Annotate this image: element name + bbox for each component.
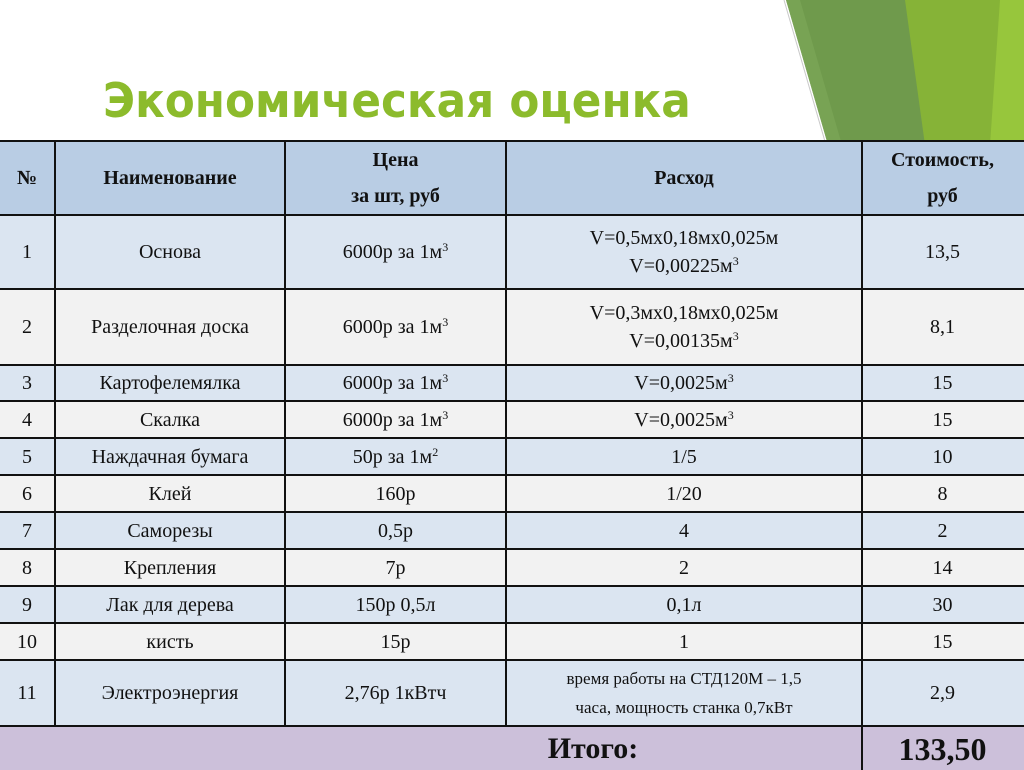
- cell-name: Разделочная доска: [55, 289, 285, 365]
- price-exponent: 3: [442, 407, 449, 422]
- price-exponent: 2: [432, 444, 439, 459]
- price-text: 6000р за 1м: [342, 372, 443, 394]
- table-row: [0, 215, 1024, 289]
- cell-num: 11: [0, 660, 55, 726]
- cell-usage: 4: [506, 512, 862, 549]
- cell-usage: 1/5: [506, 438, 862, 475]
- cell-usage: 1: [506, 623, 862, 660]
- table-row: [0, 586, 1024, 623]
- cell-cost: 13,5: [862, 215, 1024, 289]
- header-name: Наименование: [55, 141, 285, 215]
- cell-name: кисть: [55, 623, 285, 660]
- cell-name: Саморезы: [55, 512, 285, 549]
- total-value: 133,50: [862, 726, 1024, 770]
- usage-exponent: 3: [732, 329, 739, 343]
- table-row: [0, 549, 1024, 586]
- cell-cost: 2: [862, 512, 1024, 549]
- cell-num: 5: [0, 438, 55, 475]
- cell-num: 10: [0, 623, 55, 660]
- usage-text: V=0,0025м: [634, 408, 728, 431]
- cell-num: 4: [0, 401, 55, 438]
- table-row: [0, 365, 1024, 401]
- usage-line1: время работы на СТД120М – 1,5: [566, 669, 802, 688]
- cell-price: [285, 401, 506, 438]
- table-row: [0, 438, 1024, 475]
- price-text: 50р за 1м: [352, 445, 433, 468]
- price-exponent: 3: [442, 371, 449, 385]
- cell-price: [285, 365, 506, 401]
- usage-line1: V=0,3мх0,18мх0,025м: [589, 302, 779, 324]
- cell-cost: 2,9: [862, 660, 1024, 726]
- cell-usage: [506, 401, 862, 438]
- usage-exponent: 3: [732, 254, 739, 268]
- cell-num: 8: [0, 549, 55, 586]
- cell-name: Скалка: [55, 401, 285, 438]
- cell-name: Лак для дерева: [55, 586, 285, 623]
- cost-table: [0, 140, 1024, 770]
- price-exponent: 3: [442, 240, 449, 254]
- cell-price: 15р: [285, 623, 506, 660]
- cell-num: 7: [0, 512, 55, 549]
- cell-usage: [506, 289, 862, 365]
- cell-usage: 1/20: [506, 475, 862, 512]
- header-cost: [862, 141, 1024, 215]
- cell-num: 3: [0, 365, 55, 401]
- header-row: [0, 141, 1024, 215]
- cell-cost: 8: [862, 475, 1024, 512]
- table-row: [0, 401, 1024, 438]
- cell-num: 1: [0, 215, 55, 289]
- cell-usage: [506, 215, 862, 289]
- cell-cost: 14: [862, 549, 1024, 586]
- cell-num: 9: [0, 586, 55, 623]
- cell-cost: 10: [862, 438, 1024, 475]
- cell-name: Клей: [55, 475, 285, 512]
- cell-price: [285, 289, 506, 365]
- price-exponent: 3: [442, 315, 449, 329]
- cell-name: Наждачная бумага: [55, 438, 285, 475]
- table-row: [0, 475, 1024, 512]
- total-row: [0, 726, 1024, 770]
- cell-price: 2,76р 1кВтч: [285, 660, 506, 726]
- cell-cost: 8,1: [862, 289, 1024, 365]
- usage-line2: V=0,00225м: [629, 255, 733, 277]
- header-cost-line1: Стоимость,: [891, 149, 994, 171]
- cell-num: 2: [0, 289, 55, 365]
- cell-price: 160р: [285, 475, 506, 512]
- price-text: 6000р за 1м: [342, 241, 443, 263]
- cell-cost: 15: [862, 365, 1024, 401]
- header-price: [285, 141, 506, 215]
- usage-text: V=0,0025м: [634, 372, 728, 394]
- price-text: 6000р за 1м: [342, 316, 443, 338]
- cell-cost: 15: [862, 623, 1024, 660]
- header-price-line2: за шт, руб: [351, 185, 440, 207]
- cell-name: Крепления: [55, 549, 285, 586]
- usage-line1: V=0,5мх0,18мх0,025м: [589, 227, 779, 249]
- usage-line2: V=0,00135м: [629, 330, 733, 352]
- cell-name: Картофелемялка: [55, 365, 285, 401]
- total-label: Итого:: [0, 726, 862, 770]
- cell-usage: [506, 365, 862, 401]
- cell-price: 0,5р: [285, 512, 506, 549]
- header-usage: Расход: [506, 141, 862, 215]
- slide-title: Экономическая оценка: [103, 74, 691, 129]
- table-row: [0, 623, 1024, 660]
- usage-exponent: 3: [727, 371, 734, 385]
- cell-usage: 2: [506, 549, 862, 586]
- cell-cost: 15: [862, 401, 1024, 438]
- cell-cost: 30: [862, 586, 1024, 623]
- price-text: 6000р за 1м: [342, 408, 443, 431]
- cell-name: Основа: [55, 215, 285, 289]
- cell-price: [285, 215, 506, 289]
- cell-price: [285, 438, 506, 475]
- header-price-line1: Цена: [372, 149, 419, 171]
- cell-name: Электроэнергия: [55, 660, 285, 726]
- cell-price: 7р: [285, 549, 506, 586]
- table-row: [0, 660, 1024, 726]
- usage-line2: часа, мощность станка 0,7кВт: [575, 698, 793, 717]
- cell-price: 150р 0,5л: [285, 586, 506, 623]
- cell-num: 6: [0, 475, 55, 512]
- table-row: [0, 512, 1024, 549]
- header-cost-line2: руб: [927, 185, 958, 207]
- table-row: [0, 289, 1024, 365]
- cell-usage: 0,1л: [506, 586, 862, 623]
- header-num: №: [0, 141, 55, 215]
- usage-exponent: 3: [727, 407, 734, 422]
- cell-usage: [506, 660, 862, 726]
